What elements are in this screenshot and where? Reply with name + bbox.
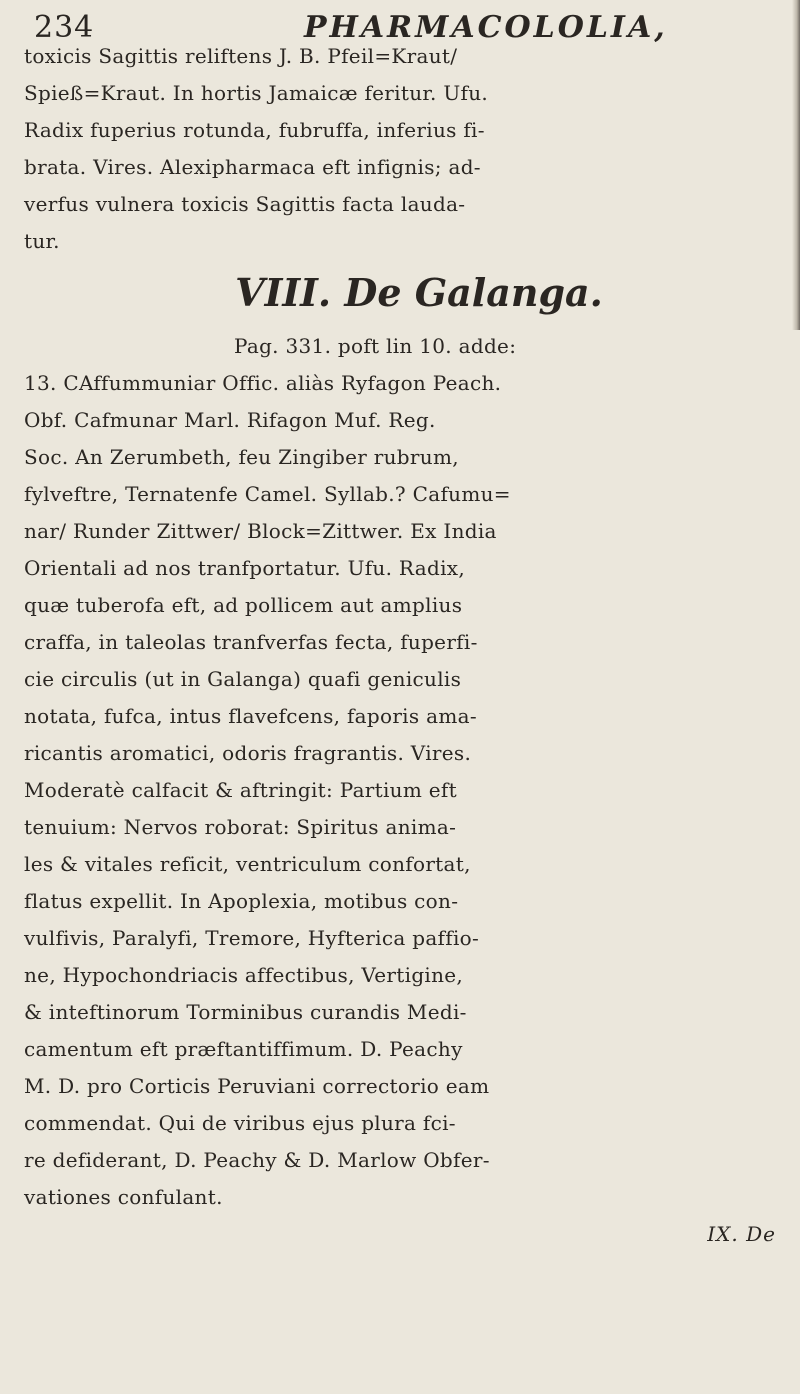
running-title: PHARMACOLOLIA, (304, 10, 668, 45)
text-line: commendat. Qui de viribus ejus plura fci- (24, 1111, 456, 1135)
text-line: ne, Hypochondriacis affectibus, Vertigine, (24, 963, 464, 987)
text-line: cie circulis (ut in Galanga) quafi geniculis (24, 667, 462, 691)
text-line: les & vitales reficit, ventriculum confortat, (24, 852, 471, 876)
text-line: toxicis Sagittis reliftens J. B. Pfeil=Kraut/ (24, 44, 458, 68)
text-line: craffa, in taleolas tranfverfas fecta, fuperfi- (24, 630, 478, 654)
text-line: vulfivis, Paralyfi, Tremore, Hyfterica paffio- (24, 926, 480, 950)
text-line: brata. Vires. Alexipharmaca eft infignis; ad- (24, 155, 481, 179)
text-line: flatus expellit. In Apoplexia, motibus con- (24, 889, 459, 913)
text-line: Obf. Cafmunar Marl. Rifagon Muf. Reg. (24, 408, 436, 432)
text-line: ricantis aromatici, odoris fragrantis. Vires. (24, 741, 472, 765)
catchword-line (24, 1216, 784, 1253)
text-line: Soc. An Zerumbeth, feu Zingiber rubrum, (24, 445, 459, 469)
page-edge-shadow (792, 0, 800, 330)
text-line: camentum eft præftantiffimum. D. Peachy (24, 1037, 463, 1061)
text-line: nar/ Runder Zittwer/ Block=Zittwer. Ex India (24, 519, 497, 543)
addendum-note: Pag. 331. poft lin 10. adde: (234, 334, 517, 358)
text-line: Radix fuperius rotunda, fubruffa, inferius fi- (24, 118, 485, 142)
text-line: tur. (24, 229, 60, 253)
text-line: M. D. pro Corticis Peruviani correctorio eam (24, 1074, 490, 1098)
text-line: & inteftinorum Torminibus curandis Medi- (24, 1000, 467, 1024)
text-line: 13. CAffummuniar Offic. aliàs Ryfagon Peach. (24, 371, 502, 395)
text-line: vationes confulant. (24, 1185, 223, 1209)
page-number: 234 (34, 10, 95, 45)
text-line: quæ tuberofa eft, ad pollicem aut amplius (24, 593, 463, 617)
text-line: tenuium: Nervos roborat: Spiritus anima- (24, 815, 457, 839)
section-heading: VIII. De Galanga. (235, 270, 603, 315)
catchword: IX. De (707, 1222, 776, 1246)
text-line: fylveftre, Ternatenfe Camel. Syllab.? Cafumu= (24, 482, 511, 506)
text-line: verfus vulnera toxicis Sagittis facta lauda- (24, 192, 466, 216)
text-line: Orientali ad nos tranfportatur. Ufu. Radix, (24, 556, 466, 580)
text-line: Spieß=Kraut. In hortis Jamaicæ feritur. Ufu. (24, 81, 489, 105)
text-line: Moderatè calfacit & aftringit: Partium eft (24, 778, 457, 802)
page-body (24, 38, 784, 1253)
text-line: notata, fufca, intus flavefcens, faporis ama- (24, 704, 477, 728)
text-line: re defiderant, D. Peachy & D. Marlow Obfer- (24, 1148, 490, 1172)
